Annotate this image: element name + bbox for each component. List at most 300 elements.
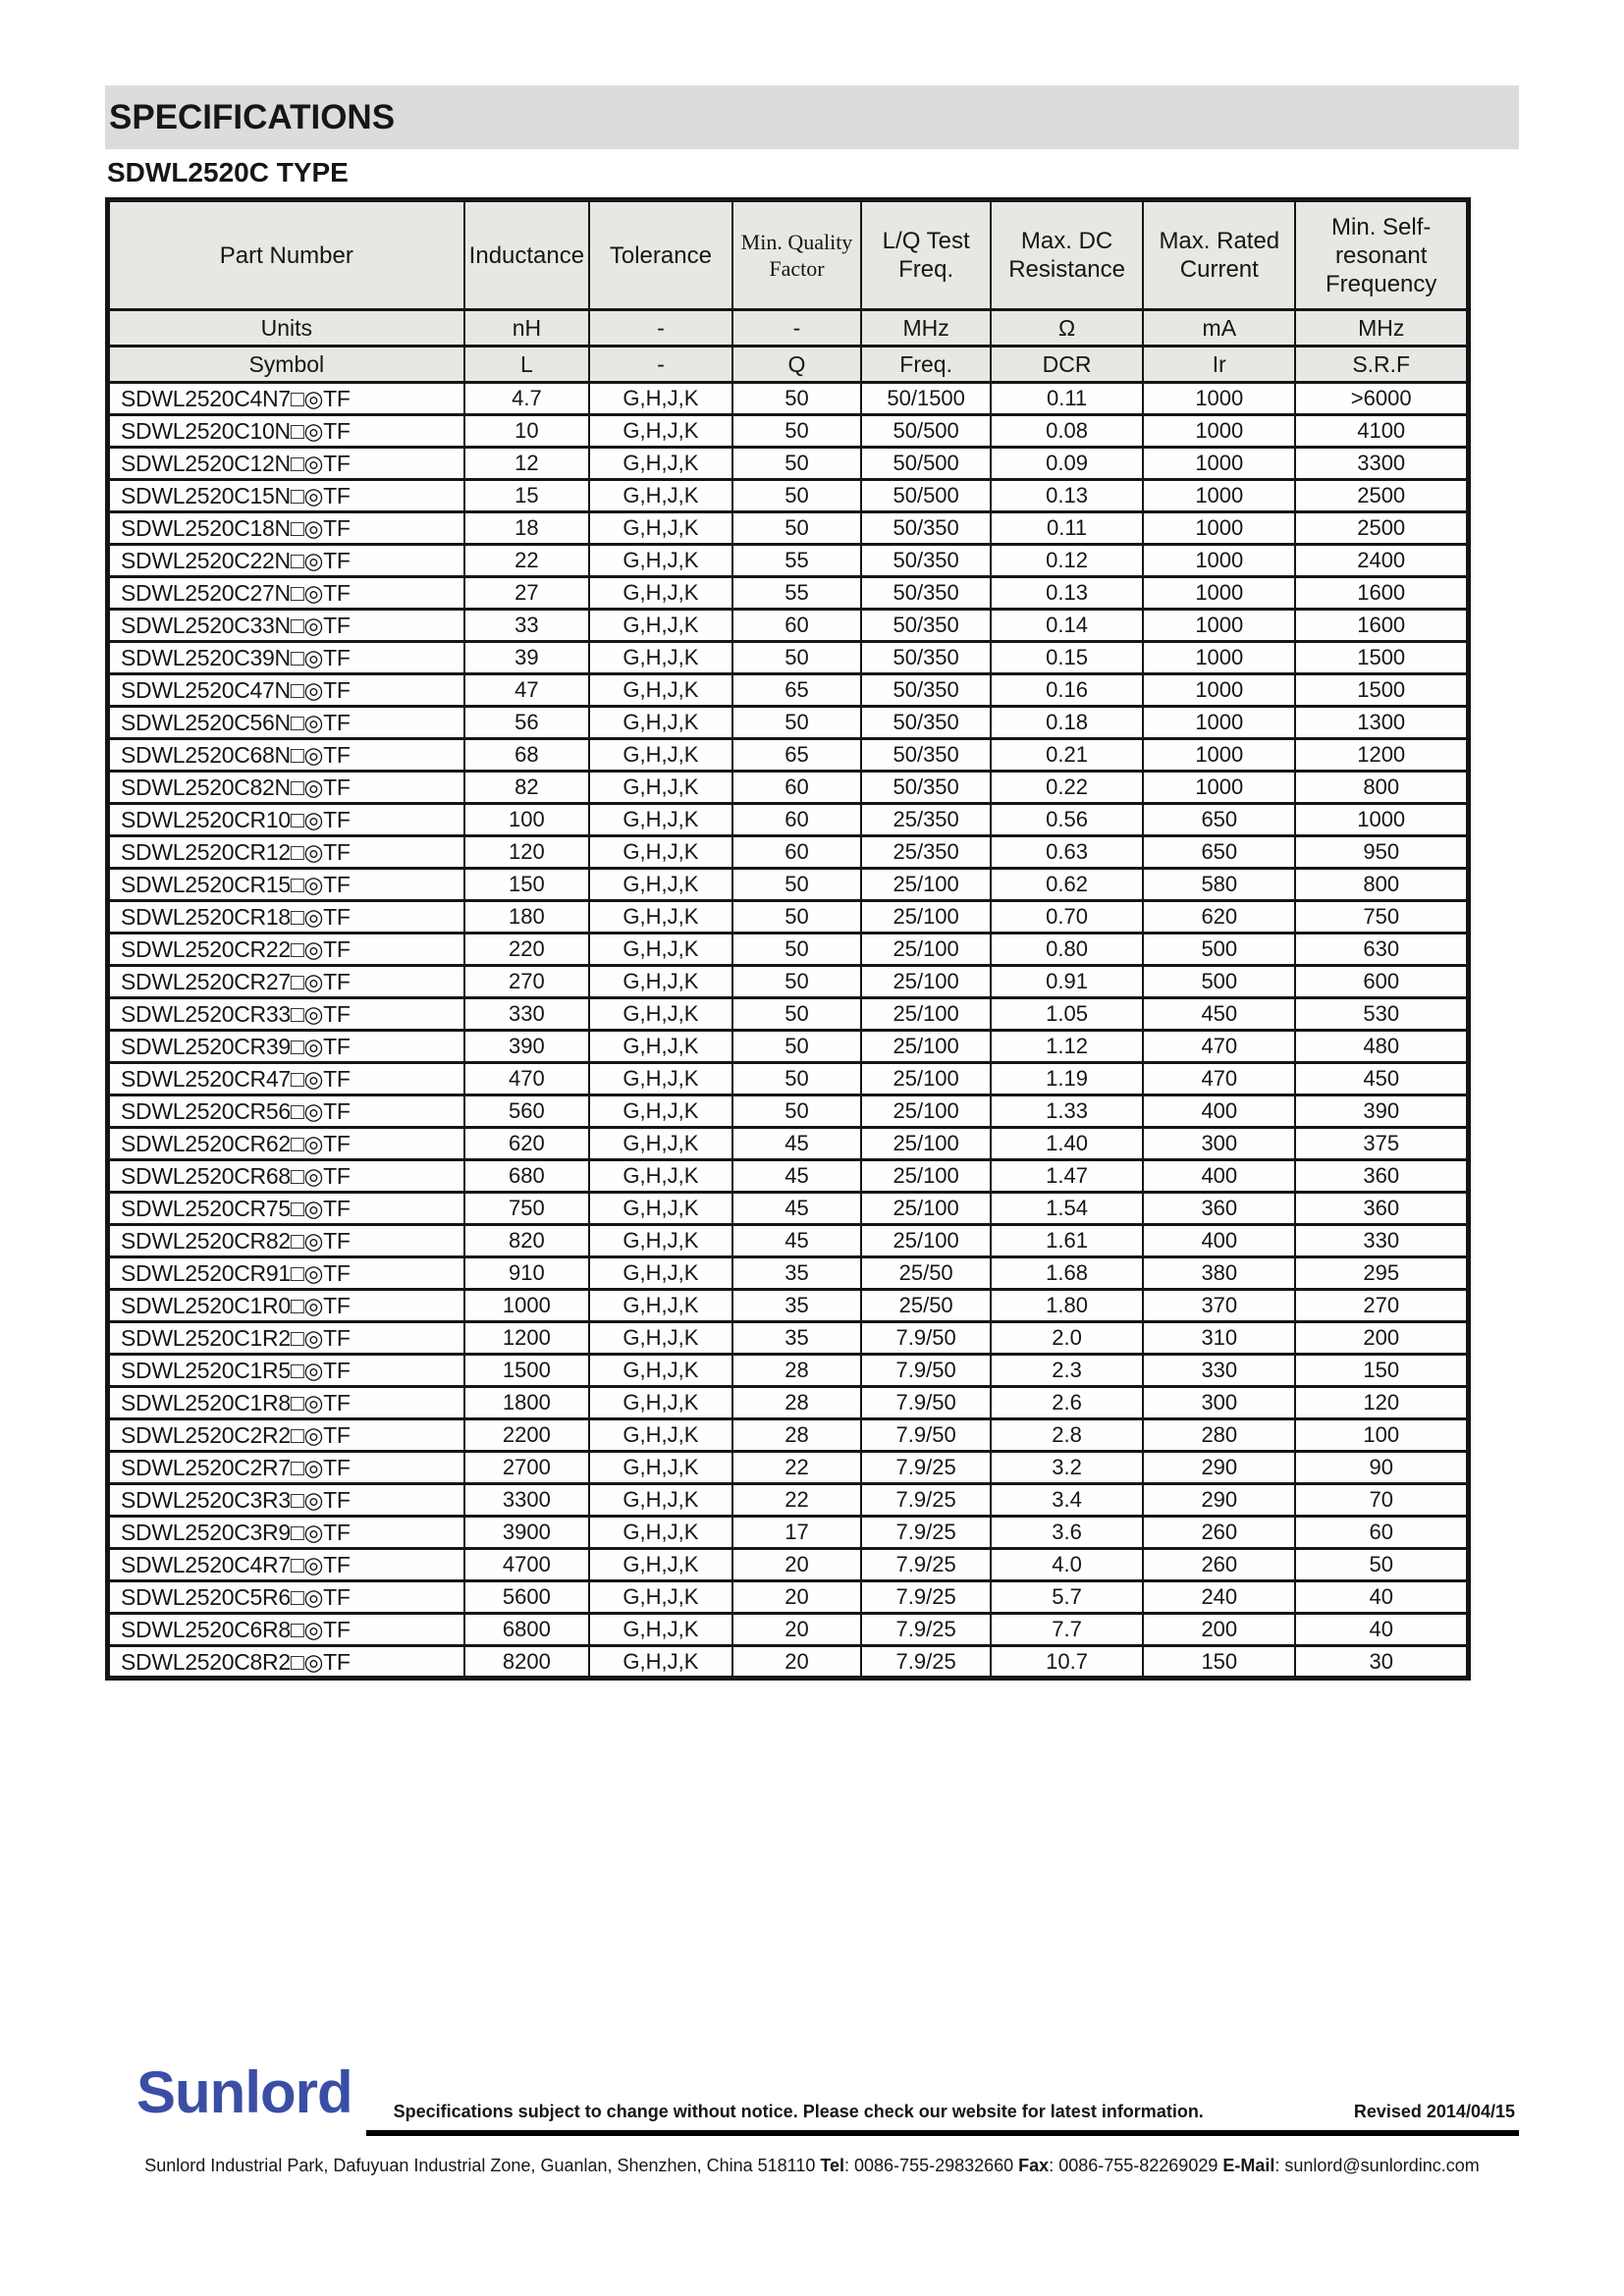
value-cell: 25/100 [861,1225,991,1257]
footer-top [105,2050,1519,2136]
value-cell: 50 [732,1031,862,1063]
part-number-cell: SDWL2520C15N□◎TF [108,480,464,512]
part-number-cell: SDWL2520C27N□◎TF [108,577,464,610]
page-title: SPECIFICATIONS [109,97,396,136]
value-cell: 500 [1143,966,1295,998]
value-cell: 1000 [1143,480,1295,512]
table-row [108,1484,1469,1517]
value-cell: 50 [732,480,862,512]
value-cell: 55 [732,545,862,577]
value-cell: 330 [1143,1355,1295,1387]
value-cell: 1.61 [991,1225,1143,1257]
value-cell: >6000 [1295,383,1468,415]
column-header-row [108,200,1469,310]
part-number-cell: SDWL2520CR12□◎TF [108,836,464,869]
value-cell: 1000 [1143,642,1295,674]
value-cell: 25/350 [861,804,991,836]
value-cell: 35 [732,1257,862,1290]
table-row [108,966,1469,998]
table-row [108,772,1469,804]
value-cell: G,H,J,K [589,1387,732,1419]
value-cell: 470 [1143,1031,1295,1063]
part-number-cell: SDWL2520C5R6□◎TF [108,1581,464,1614]
part-number-cell: SDWL2520C1R0□◎TF [108,1290,464,1322]
value-cell: 50 [732,415,862,448]
value-cell: 650 [1143,804,1295,836]
value-cell: 25/100 [861,1128,991,1160]
value-cell: 0.56 [991,804,1143,836]
value-cell: 2500 [1295,512,1468,545]
value-cell: 50 [732,1095,862,1128]
symbol-row-cell: Symbol [108,347,464,383]
value-cell: 50/500 [861,415,991,448]
value-cell: 45 [732,1193,862,1225]
value-cell: G,H,J,K [589,998,732,1031]
symbol-row-cell: Freq. [861,347,991,383]
value-cell: 1600 [1295,610,1468,642]
value-cell: 20 [732,1581,862,1614]
part-number-cell: SDWL2520CR68□◎TF [108,1160,464,1193]
value-cell: 120 [1295,1387,1468,1419]
value-cell: 0.21 [991,739,1143,772]
value-cell: 950 [1295,836,1468,869]
value-cell: 1200 [1295,739,1468,772]
value-cell: 1.12 [991,1031,1143,1063]
part-number-cell: SDWL2520C33N□◎TF [108,610,464,642]
value-cell: 8200 [464,1646,590,1679]
table-row [108,707,1469,739]
value-cell: 50/500 [861,480,991,512]
value-cell: 0.62 [991,869,1143,901]
value-cell: 0.13 [991,577,1143,610]
value-cell: G,H,J,K [589,577,732,610]
column-header-row-cell: Max. DC Resistance [991,200,1143,310]
symbol-row-cell: - [589,347,732,383]
value-cell: G,H,J,K [589,707,732,739]
value-cell: 25/50 [861,1290,991,1322]
value-cell: 25/100 [861,1160,991,1193]
value-cell: 0.09 [991,448,1143,480]
value-cell: 7.9/25 [861,1452,991,1484]
value-cell: 0.15 [991,642,1143,674]
table-row [108,1160,1469,1193]
value-cell: 40 [1295,1581,1468,1614]
part-number-cell: SDWL2520C1R2□◎TF [108,1322,464,1355]
value-cell: 50 [732,448,862,480]
value-cell: 330 [1295,1225,1468,1257]
value-cell: G,H,J,K [589,448,732,480]
value-cell: 82 [464,772,590,804]
table-row [108,1063,1469,1095]
table-row [108,934,1469,966]
value-cell: 1000 [1143,772,1295,804]
value-cell: 60 [732,836,862,869]
value-cell: 2.6 [991,1387,1143,1419]
value-cell: 7.7 [991,1614,1143,1646]
value-cell: 50 [732,901,862,934]
table-row [108,610,1469,642]
value-cell: 1.19 [991,1063,1143,1095]
value-cell: 2700 [464,1452,590,1484]
value-cell: 220 [464,934,590,966]
value-cell: 7.9/50 [861,1419,991,1452]
value-cell: 450 [1143,998,1295,1031]
value-cell: 18 [464,512,590,545]
spec-table-body [108,383,1469,1679]
value-cell: 1000 [1143,415,1295,448]
units-row-cell: Units [108,310,464,347]
value-cell: 290 [1143,1484,1295,1517]
value-cell: 1.40 [991,1128,1143,1160]
value-cell: G,H,J,K [589,1517,732,1549]
spec-table [105,197,1471,1681]
value-cell: G,H,J,K [589,1128,732,1160]
value-cell: 47 [464,674,590,707]
value-cell: 1000 [1143,383,1295,415]
value-cell: G,H,J,K [589,545,732,577]
part-number-cell: SDWL2520C47N□◎TF [108,674,464,707]
value-cell: 50/350 [861,642,991,674]
page-subtitle: SDWL2520C TYPE [107,157,349,187]
table-row [108,674,1469,707]
part-number-cell: SDWL2520C1R8□◎TF [108,1387,464,1419]
value-cell: 25/350 [861,836,991,869]
value-cell: 0.63 [991,836,1143,869]
value-cell: 500 [1143,934,1295,966]
column-header-row-cell: Tolerance [589,200,732,310]
value-cell: 50 [732,998,862,1031]
value-cell: 56 [464,707,590,739]
value-cell: 50/350 [861,545,991,577]
table-row [108,1322,1469,1355]
value-cell: 300 [1143,1387,1295,1419]
value-cell: 50/350 [861,772,991,804]
value-cell: 50/350 [861,610,991,642]
value-cell: 4100 [1295,415,1468,448]
value-cell: 0.11 [991,512,1143,545]
value-cell: 5.7 [991,1581,1143,1614]
column-header-row-cell: Min. Self-resonant Frequency [1295,200,1468,310]
value-cell: 0.91 [991,966,1143,998]
value-cell: G,H,J,K [589,1322,732,1355]
value-cell: 300 [1143,1128,1295,1160]
value-cell: 100 [464,804,590,836]
value-cell: 620 [1143,901,1295,934]
table-row [108,415,1469,448]
table-row [108,1128,1469,1160]
value-cell: 1500 [1295,674,1468,707]
value-cell: 1200 [464,1322,590,1355]
value-cell: 50/350 [861,512,991,545]
value-cell: 25/100 [861,1193,991,1225]
value-cell: 2400 [1295,545,1468,577]
part-number-cell: SDWL2520CR56□◎TF [108,1095,464,1128]
value-cell: 330 [464,998,590,1031]
value-cell: 3300 [1295,448,1468,480]
part-number-cell: SDWL2520C6R8□◎TF [108,1614,464,1646]
value-cell: 360 [1143,1193,1295,1225]
table-row [108,1646,1469,1679]
value-cell: 800 [1295,869,1468,901]
value-cell: 260 [1143,1517,1295,1549]
value-cell: 7.9/25 [861,1484,991,1517]
value-cell: 1000 [1143,512,1295,545]
value-cell: 65 [732,739,862,772]
address-text: Sunlord Industrial Park, Dafuyuan Industrial Zone, Guanlan, Shenzhen, China 518110 [144,2156,821,2175]
table-row [108,448,1469,480]
value-cell: 370 [1143,1290,1295,1322]
value-cell: 39 [464,642,590,674]
value-cell: 4700 [464,1549,590,1581]
table-row [108,577,1469,610]
symbol-row-cell: DCR [991,347,1143,383]
value-cell: 30 [1295,1646,1468,1679]
value-cell: G,H,J,K [589,901,732,934]
value-cell: 360 [1295,1160,1468,1193]
value-cell: 4.7 [464,383,590,415]
value-cell: 470 [464,1063,590,1095]
units-row-cell: - [589,310,732,347]
value-cell: 22 [732,1484,862,1517]
table-row [108,1452,1469,1484]
value-cell: 50 [732,642,862,674]
value-cell: 2200 [464,1419,590,1452]
part-number-cell: SDWL2520CR39□◎TF [108,1031,464,1063]
value-cell: 4.0 [991,1549,1143,1581]
value-cell: 1000 [464,1290,590,1322]
value-cell: 270 [1295,1290,1468,1322]
value-cell: 7.9/50 [861,1387,991,1419]
units-row-cell: Ω [991,310,1143,347]
value-cell: 0.13 [991,480,1143,512]
address-label: Fax [1018,2156,1050,2175]
column-header-row-cell: Max. Rated Current [1143,200,1295,310]
spec-table-head [108,200,1469,383]
value-cell: G,H,J,K [589,1646,732,1679]
value-cell: 70 [1295,1484,1468,1517]
value-cell: 45 [732,1160,862,1193]
value-cell: 50/1500 [861,383,991,415]
value-cell: 28 [732,1355,862,1387]
value-cell: 20 [732,1646,862,1679]
table-row [108,836,1469,869]
value-cell: 27 [464,577,590,610]
value-cell: 450 [1295,1063,1468,1095]
table-row [108,869,1469,901]
value-cell: 0.16 [991,674,1143,707]
part-number-cell: SDWL2520CR27□◎TF [108,966,464,998]
value-cell: 400 [1143,1095,1295,1128]
value-cell: 750 [464,1193,590,1225]
value-cell: 35 [732,1290,862,1322]
value-cell: 200 [1143,1614,1295,1646]
value-cell: G,H,J,K [589,1225,732,1257]
value-cell: 100 [1295,1419,1468,1452]
value-cell: 50/350 [861,707,991,739]
value-cell: G,H,J,K [589,836,732,869]
table-row [108,512,1469,545]
value-cell: 1500 [464,1355,590,1387]
value-cell: 33 [464,610,590,642]
value-cell: 7.9/25 [861,1549,991,1581]
value-cell: 2.0 [991,1322,1143,1355]
value-cell: 25/100 [861,901,991,934]
value-cell: 3.6 [991,1517,1143,1549]
value-cell: 390 [1295,1095,1468,1128]
value-cell: 25/100 [861,934,991,966]
value-cell: G,H,J,K [589,383,732,415]
value-cell: G,H,J,K [589,1257,732,1290]
value-cell: 270 [464,966,590,998]
table-row [108,739,1469,772]
value-cell: 360 [1295,1193,1468,1225]
footer-address [105,2156,1519,2176]
part-number-cell: SDWL2520CR91□◎TF [108,1257,464,1290]
value-cell: 50/350 [861,674,991,707]
table-row [108,1614,1469,1646]
value-cell: 0.08 [991,415,1143,448]
part-number-cell: SDWL2520CR82□◎TF [108,1225,464,1257]
column-header-row-cell: Min. Quality Factor [732,200,862,310]
value-cell: 1500 [1295,642,1468,674]
value-cell: 530 [1295,998,1468,1031]
value-cell: 60 [732,610,862,642]
value-cell: 3300 [464,1484,590,1517]
value-cell: 1000 [1143,577,1295,610]
value-cell: 0.11 [991,383,1143,415]
value-cell: G,H,J,K [589,415,732,448]
symbol-row-cell: Ir [1143,347,1295,383]
value-cell: 2.8 [991,1419,1143,1452]
table-row [108,804,1469,836]
units-row-cell: nH [464,310,590,347]
value-cell: 60 [1295,1517,1468,1549]
value-cell: 1600 [1295,577,1468,610]
symbol-row [108,347,1469,383]
table-row [108,480,1469,512]
part-number-cell: SDWL2520CR62□◎TF [108,1128,464,1160]
part-number-cell: SDWL2520C10N□◎TF [108,415,464,448]
value-cell: 60 [732,772,862,804]
value-cell: 0.80 [991,934,1143,966]
value-cell: G,H,J,K [589,1614,732,1646]
value-cell: G,H,J,K [589,674,732,707]
part-number-cell: SDWL2520C2R2□◎TF [108,1419,464,1452]
table-row [108,1225,1469,1257]
units-row [108,310,1469,347]
value-cell: 5600 [464,1581,590,1614]
value-cell: 180 [464,901,590,934]
value-cell: 50 [732,383,862,415]
address-text: : sunlord@sunlordinc.com [1274,2156,1480,2175]
table-row [108,642,1469,674]
part-number-cell: SDWL2520CR10□◎TF [108,804,464,836]
value-cell: 10 [464,415,590,448]
title-band [105,85,1519,149]
part-number-cell: SDWL2520C22N□◎TF [108,545,464,577]
value-cell: G,H,J,K [589,1095,732,1128]
value-cell: 910 [464,1257,590,1290]
value-cell: 150 [464,869,590,901]
value-cell: 1000 [1143,448,1295,480]
value-cell: 50 [732,966,862,998]
value-cell: G,H,J,K [589,1419,732,1452]
value-cell: 6800 [464,1614,590,1646]
value-cell: 45 [732,1225,862,1257]
part-number-cell: SDWL2520C1R5□◎TF [108,1355,464,1387]
table-row [108,1095,1469,1128]
address-text: : 0086-755-82269029 [1049,2156,1223,2175]
value-cell: 68 [464,739,590,772]
value-cell: 120 [464,836,590,869]
value-cell: 240 [1143,1581,1295,1614]
value-cell: 1.05 [991,998,1143,1031]
footer-revised-date: Revised 2014/04/15 [1353,2102,1515,2121]
value-cell: 25/100 [861,998,991,1031]
value-cell: 0.12 [991,545,1143,577]
part-number-cell: SDWL2520C82N□◎TF [108,772,464,804]
value-cell: 290 [1143,1452,1295,1484]
value-cell: 20 [732,1614,862,1646]
value-cell: 400 [1143,1225,1295,1257]
value-cell: 3.4 [991,1484,1143,1517]
value-cell: 1.33 [991,1095,1143,1128]
table-row [108,545,1469,577]
value-cell: 2500 [1295,480,1468,512]
value-cell: G,H,J,K [589,1063,732,1095]
value-cell: 1.80 [991,1290,1143,1322]
value-cell: 35 [732,1322,862,1355]
value-cell: 25/100 [861,966,991,998]
value-cell: 600 [1295,966,1468,998]
units-row-cell: MHz [1295,310,1468,347]
value-cell: 50/350 [861,739,991,772]
value-cell: 2.3 [991,1355,1143,1387]
column-header-row-cell: L/Q Test Freq. [861,200,991,310]
value-cell: 1.47 [991,1160,1143,1193]
value-cell: 25/100 [861,1095,991,1128]
value-cell: 7.9/25 [861,1517,991,1549]
value-cell: 50 [732,1063,862,1095]
part-number-cell: SDWL2520C18N□◎TF [108,512,464,545]
value-cell: G,H,J,K [589,642,732,674]
value-cell: 390 [464,1031,590,1063]
value-cell: 50 [1295,1549,1468,1581]
value-cell: G,H,J,K [589,966,732,998]
table-row [108,383,1469,415]
address-label: Tel [820,2156,845,2175]
address-text: : 0086-755-29832660 [844,2156,1019,2175]
value-cell: G,H,J,K [589,480,732,512]
value-cell: G,H,J,K [589,1549,732,1581]
value-cell: 1000 [1295,804,1468,836]
value-cell: 28 [732,1419,862,1452]
value-cell: 470 [1143,1063,1295,1095]
value-cell: 50 [732,707,862,739]
footer-notice: Specifications subject to change without notice. Please check our website for latest information. [393,2102,1204,2121]
part-number-cell: SDWL2520C3R3□◎TF [108,1484,464,1517]
value-cell: 0.18 [991,707,1143,739]
part-number-cell: SDWL2520CR15□◎TF [108,869,464,901]
units-row-cell: MHz [861,310,991,347]
value-cell: 1000 [1143,674,1295,707]
table-row [108,1031,1469,1063]
value-cell: G,H,J,K [589,1452,732,1484]
value-cell: 45 [732,1128,862,1160]
value-cell: 150 [1143,1646,1295,1679]
value-cell: G,H,J,K [589,1031,732,1063]
value-cell: G,H,J,K [589,1581,732,1614]
